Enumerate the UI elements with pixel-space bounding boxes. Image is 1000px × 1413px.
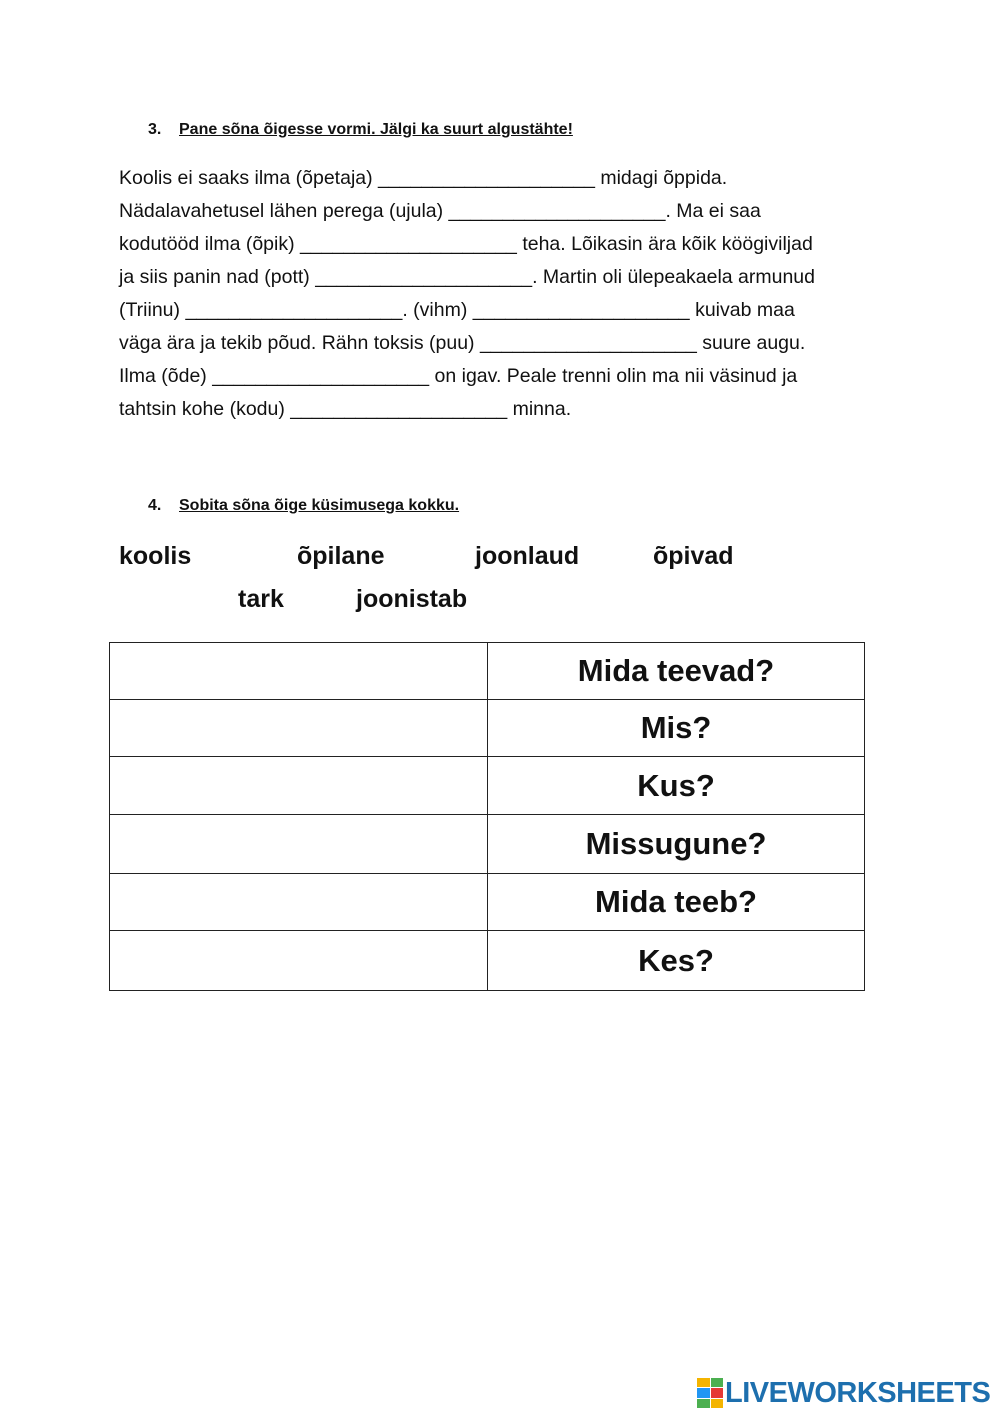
word-option[interactable]: joonlaud xyxy=(475,542,580,570)
logo-blocks-icon xyxy=(697,1378,723,1408)
question-cell: Mida teeb? xyxy=(488,874,865,931)
question-cell: Kus? xyxy=(488,757,865,815)
logo-text: LIVEWORKSHEETS xyxy=(725,1376,991,1409)
word-option[interactable]: tark xyxy=(238,585,284,613)
question-cell: Mis? xyxy=(488,700,865,757)
answer-cell[interactable] xyxy=(110,815,488,874)
answer-cell[interactable] xyxy=(110,931,488,991)
question-cell: Missugune? xyxy=(488,815,865,874)
task4-heading xyxy=(148,497,459,515)
task4-title: Sobita sõna õige küsimusega kokku. xyxy=(179,497,460,514)
task3-number: 3. xyxy=(148,121,162,138)
table-row xyxy=(110,931,865,991)
table-row xyxy=(110,757,865,815)
task3-title: Pane sõna õigesse vormi. Jälgi ka suurt algustähte! xyxy=(179,121,573,138)
liveworksheets-logo xyxy=(697,1375,990,1411)
matching-table xyxy=(109,642,865,991)
question-cell: Kes? xyxy=(488,931,865,991)
word-option[interactable]: koolis xyxy=(119,542,192,570)
table-row xyxy=(110,815,865,874)
task4-number: 4. xyxy=(148,497,162,514)
word-option[interactable]: õpivad xyxy=(653,542,734,570)
answer-cell[interactable] xyxy=(110,874,488,931)
task3-paragraph: Koolis ei saaks ilma (õpetaja) ____________________ midagi õppida. Nädalavahetusel lähen perega (ujula) ____________________. Ma ei saa kodutööd ilma (õpik) ____________________ teha. Lõikasin ära kõik köögiviljad ja siis panin nad (pott) ____________________. Martin oli ülepeakaela armunud (Triinu) ____________________. (vihm) ____________________ kuivab maa väga ära ja tekib põud. Rähn toksis (puu) ____________________ suure augu. Ilma (õde) ____________________ on igav. Peale trenni olin ma nii väsinud ja tahtsin kohe (kodu) ____________________ minna. xyxy=(119,167,816,420)
table-row xyxy=(110,874,865,931)
table-row xyxy=(110,643,865,700)
word-option[interactable]: joonistab xyxy=(356,585,468,613)
word-option[interactable]: õpilane xyxy=(297,542,385,570)
question-cell: Mida teevad? xyxy=(488,643,865,700)
table-row xyxy=(110,700,865,757)
answer-cell[interactable] xyxy=(110,700,488,757)
answer-cell[interactable] xyxy=(110,757,488,815)
answer-cell[interactable] xyxy=(110,643,488,700)
task3-heading xyxy=(148,121,573,139)
